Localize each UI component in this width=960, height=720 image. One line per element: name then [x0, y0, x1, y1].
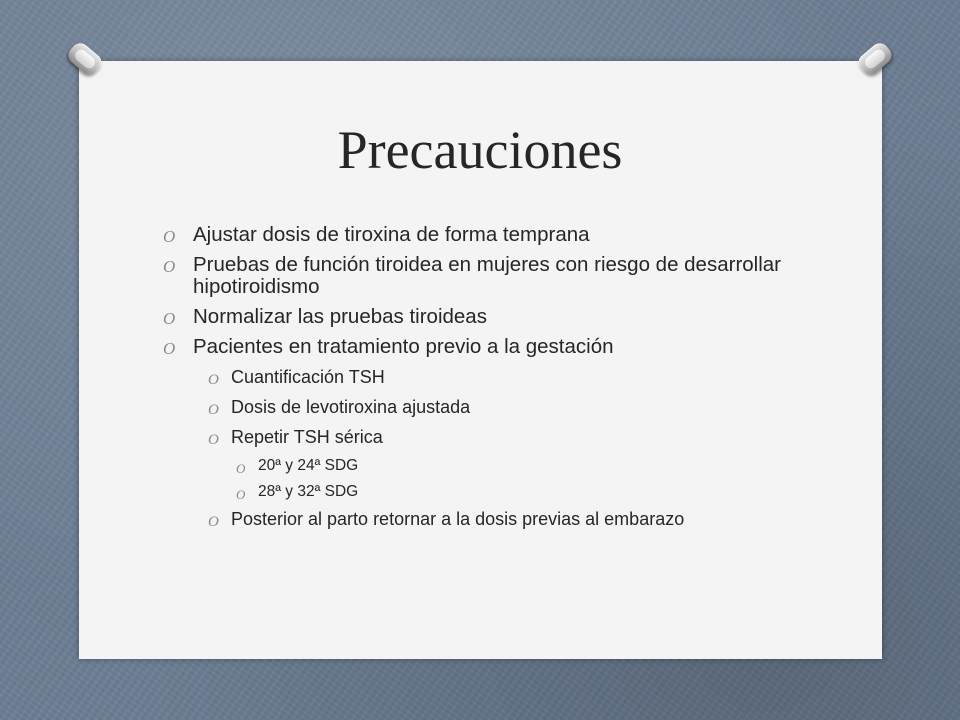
list-item-text: Pacientes en tratamiento previo a la gestación	[193, 335, 614, 358]
list-item	[208, 396, 843, 418]
list-item	[236, 456, 843, 476]
list-item-text: Normalizar las pruebas tiroideas	[193, 305, 487, 328]
list-item-text: Repetir TSH sérica	[231, 427, 383, 447]
list-item-text: Cuantificación TSH	[231, 367, 385, 387]
list-item-text: Posterior al parto retornar a la dosis previas al embarazo	[231, 509, 685, 529]
bullet-list	[163, 224, 843, 538]
list-item	[163, 306, 843, 328]
list-item-text: Ajustar dosis de tiroxina de forma temprana	[193, 223, 590, 246]
list-item	[236, 482, 843, 502]
bullet-icon: O	[208, 432, 219, 448]
list-item	[163, 224, 843, 246]
bullet-icon: O	[236, 487, 246, 502]
list-item	[163, 336, 843, 358]
bullet-icon: O	[163, 227, 176, 246]
list-item-text: Pruebas de función tiroidea en mujeres con riesgo de desarrollar hipotiroidismo	[193, 253, 782, 298]
bullet-icon: O	[163, 339, 176, 358]
slide-title: Precauciones	[337, 120, 623, 180]
list-item-text: 28ª y 32ª SDG	[258, 483, 359, 500]
list-item	[208, 426, 843, 448]
bullet-icon: O	[208, 402, 219, 418]
bullet-icon: O	[208, 514, 219, 530]
bullet-icon: O	[163, 309, 176, 328]
list-item	[208, 366, 843, 388]
list-item	[163, 254, 843, 298]
list-item-text: Dosis de levotiroxina ajustada	[231, 397, 471, 417]
list-item	[208, 508, 843, 530]
bullet-icon: O	[236, 461, 246, 476]
bullet-icon: O	[208, 372, 219, 388]
list-item-text: 20ª y 24ª SDG	[258, 457, 359, 474]
bullet-icon: O	[163, 257, 176, 276]
